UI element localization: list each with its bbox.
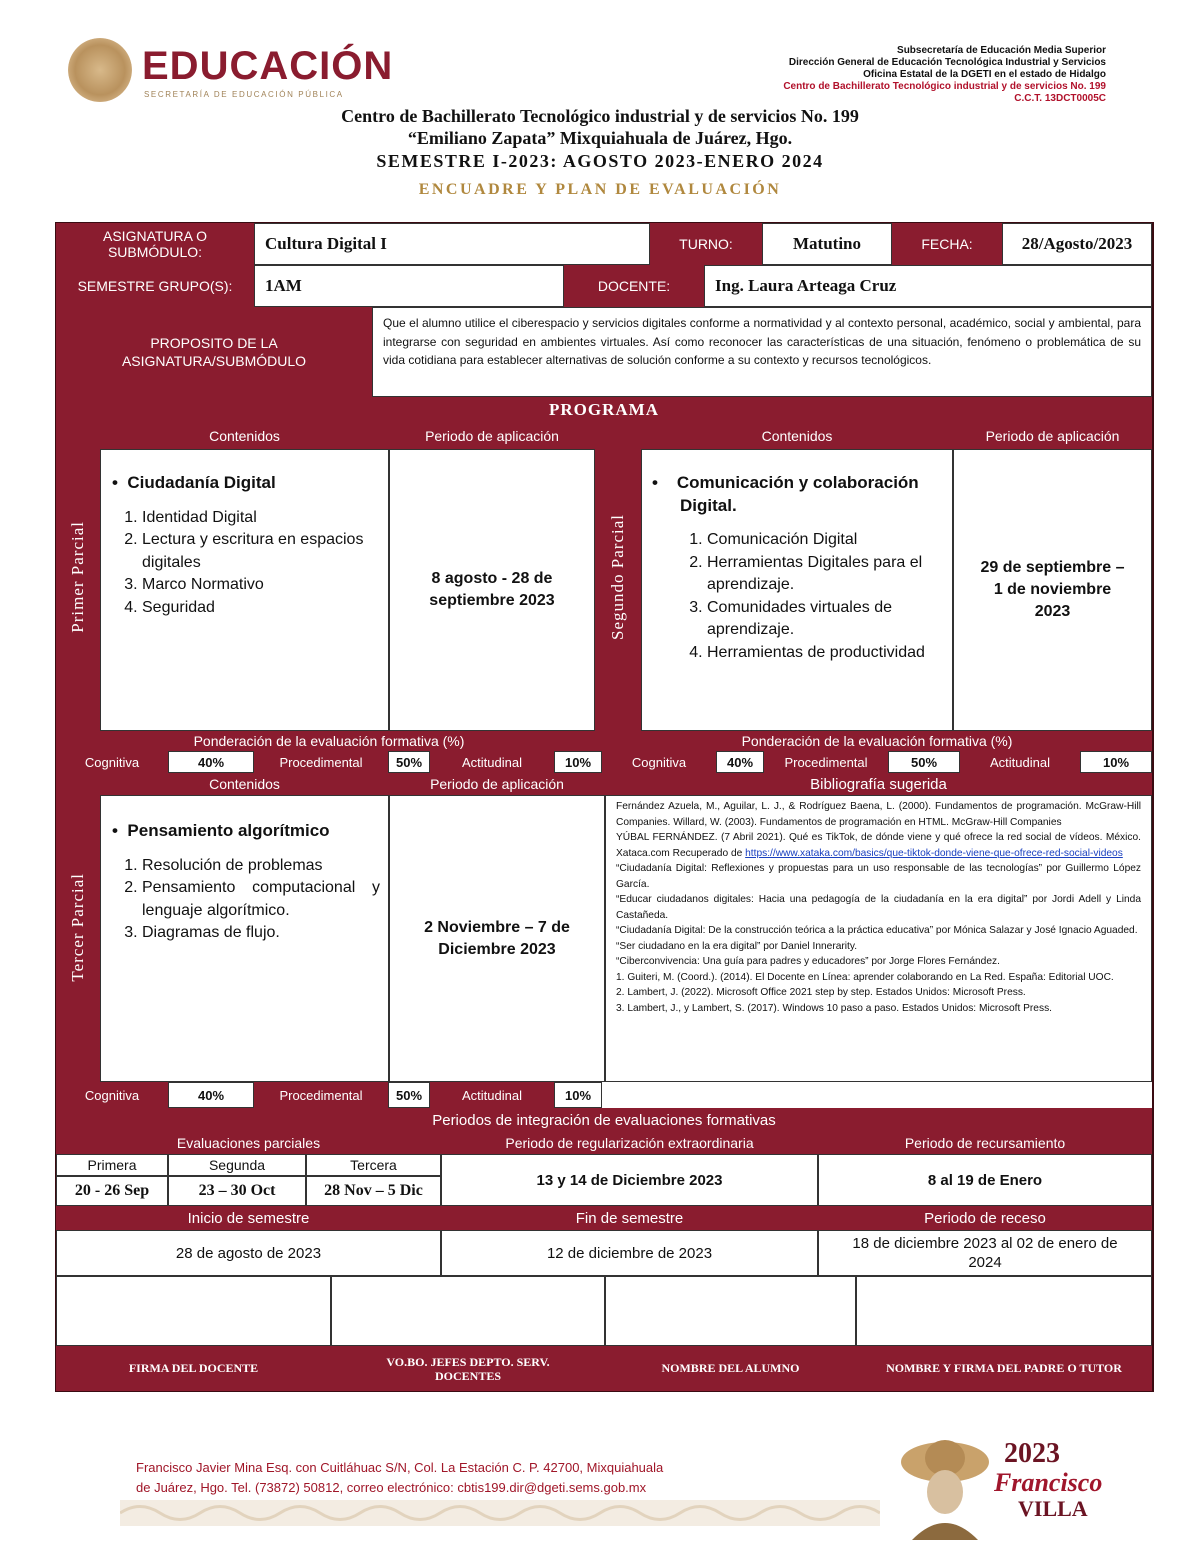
p3-procedimental-label: Procedimental (254, 1082, 388, 1108)
p1-cognitiva-value: 40% (168, 751, 254, 773)
p1-contenidos-header: Contenidos (100, 423, 389, 449)
header-line: Oficina Estatal de la DGETI en el estado de Hidalgo (863, 69, 1106, 80)
bib-entry: “Ciberconvivencia: Una guía para padres y educadores” por Jorge Flores Fernández. (616, 956, 1000, 967)
list-item: 3. Marco Normativo (142, 574, 382, 597)
p3-bullet-text: Pensamiento algorítmico (127, 821, 330, 840)
primer-parcial-label: Primer Parcial (68, 521, 87, 633)
p1-actitudinal-label: Actitudinal (430, 751, 554, 773)
proposito-text: Que el alumno utilice el ciberespacio y servicios digitales conforme a normatividad y al contexto personal, académico, social y ambiental, para integrarse con seguridad en ambientes virtuales. Así como reconocer las características de una situación, fenómeno o problemática de su vida cotidiana para establecer alternativas de solución conforme a su contexto y recursos tecnológicos. (383, 316, 1141, 367)
p2-procedimental-value: 50% (888, 751, 960, 773)
p2-contenidos-header: Contenidos (641, 423, 953, 449)
firma-docente-label: FIRMA DEL DOCENTE (56, 1346, 331, 1391)
school-line-1: Centro de Bachillerato Tecnológico industrial y de servicios No. 199 (341, 106, 859, 126)
integracion-title: Periodos de integración de evaluaciones formativas (56, 1108, 1152, 1132)
list-item: 4. Seguridad (142, 597, 382, 620)
p2-periodo: 29 de septiembre – 1 de noviembre 2023 (953, 449, 1152, 731)
p3-periodo: 2 Noviembre – 7 de Diciembre 2023 (389, 795, 605, 1082)
p3-bullet: • Pensamiento algorítmico (112, 821, 330, 840)
list-item: 3. Comunidades virtuales de aprendizaje. (707, 597, 942, 642)
firma-padre-space[interactable] (856, 1276, 1152, 1346)
list-item: 2. Lectura y escritura en espacios digitales (142, 529, 382, 574)
primera-label: Primera (56, 1154, 168, 1176)
semestre-label: SEMESTRE GRUPO(S): (56, 265, 254, 307)
p3-cognitiva-label: Cognitiva (56, 1082, 168, 1108)
fin-value: 12 de diciembre de 2023 (441, 1230, 818, 1276)
firma-jefes-space[interactable] (331, 1276, 605, 1346)
list-item: 2. Herramientas Digitales para el aprendizaje. (707, 552, 942, 597)
p1-cognitiva-label: Cognitiva (56, 751, 168, 773)
p2-periodo-header: Periodo de aplicación (953, 423, 1152, 449)
header-line: Subsecretaría de Educación Media Superior (897, 45, 1106, 56)
p2-contenidos-list (652, 472, 942, 664)
list-item: 1. Comunicación Digital (707, 529, 942, 552)
bib-entry: 3. Lambert, J., y Lambert, S. (2017). Windows 10 paso a paso. Estados Unidos: Microsoft Press. (616, 1002, 1052, 1014)
p1-periodo-header: Periodo de aplicación (389, 423, 595, 449)
bib-entry: “Ciudadanía Digital: Reflexiones y propuestas para un uso responsable de las tecnologías” por Guillermo López García. (616, 863, 1141, 890)
tercer-parcial-band (56, 773, 100, 1082)
bib-entry: “Ciudadanía Digital: De la construcción teórica a la práctica educativa” por Mónica Salazar y José Ignacio Aguaded. (616, 925, 1138, 936)
docente-label: DOCENTE: (564, 265, 704, 307)
bib-entry: “Ser ciudadano en la era digital” por Daniel Innerarity. (616, 940, 858, 952)
bib-entry: 2. Lambert, J. (2022). Microsoft Office 2021 step by step. Estados Unidos: Microsoft Press. (616, 987, 1026, 998)
list-item: 1. Identidad Digital (142, 507, 382, 530)
p1-procedimental-value: 50% (388, 751, 430, 773)
p3-contenidos-header: Contenidos (100, 773, 389, 795)
p2-actitudinal-value: 10% (1080, 751, 1152, 773)
bib-entry-text: YÚBAL FERNÁNDEZ. (7 Abril 2021). Qué es TikTok, de dónde viene y qué ofrece la red social de vídeos. México. Xataca.com Recuperado de (616, 832, 1141, 859)
p1-procedimental-label: Procedimental (254, 751, 388, 773)
firma-alumno-label: NOMBRE DEL ALUMNO (605, 1346, 856, 1391)
document-title: ENCUADRE Y PLAN DE EVALUACIÓN (418, 181, 782, 198)
villa-year: 2023 (1004, 1438, 1060, 1469)
p1-bullet: • Ciudadanía Digital (112, 473, 276, 492)
primera-value: 20 - 26 Sep (56, 1176, 168, 1206)
inicio-value: 28 de agosto de 2023 (56, 1230, 441, 1276)
footer-address (136, 1458, 663, 1498)
p1-periodo: 8 agosto - 28 de septiembre 2023 (389, 449, 595, 731)
bibliografia-list (616, 799, 1141, 1016)
logo-title: EDUCACIÓN (142, 44, 394, 88)
footer-decoration-icon (120, 1500, 880, 1526)
tercera-value: 28 Nov – 5 Dic (306, 1176, 441, 1206)
segundo-parcial-band (595, 423, 641, 731)
semestre-value: 1AM (254, 265, 564, 307)
turno-label: TURNO: (650, 223, 762, 265)
programa-title: PROGRAMA (56, 397, 1152, 423)
francisco-villa-emblem (900, 1428, 1103, 1540)
asignatura-value: Cultura Digital I (254, 223, 650, 265)
bib-link[interactable]: https://www.xataka.com/basics/que-tiktok-donde-viene-que-ofrece-red-social-videos (745, 847, 1123, 859)
p3-cognitiva-value: 40% (168, 1082, 254, 1108)
fecha-value: 28/Agosto/2023 (1002, 223, 1152, 265)
footer-line: Francisco Javier Mina Esq. con Cuitláhuac S/N, Col. La Estación C. P. 42700, Mixquiahuala (136, 1460, 664, 1475)
firma-alumno-space[interactable] (605, 1276, 856, 1346)
p2-cognitiva-label: Cognitiva (602, 751, 716, 773)
bib-entry: Fernández Azuela, M., Aguilar, L. J., & Rodríguez Baena, L. (2000). Fundamentos de programación. McGraw-Hill Companies. Willard, W. (2003). Fundamentos de programación en HTML. McGraw-Hill Companies (616, 801, 1141, 828)
p3-contenidos-list (112, 820, 380, 945)
list-item: 4. Herramientas de productividad (707, 642, 942, 665)
logo-subtitle: SECRETARÍA DE EDUCACIÓN PÚBLICA (144, 90, 344, 99)
p3-actitudinal-value: 10% (554, 1082, 602, 1108)
p1-bullet-text: Ciudadanía Digital (127, 473, 276, 492)
titles (0, 106, 1200, 199)
school-line-2: “Emiliano Zapata” Mixquiahuala de Juárez, Hgo. (407, 128, 793, 148)
villa-name-2: VILLA (1018, 1496, 1088, 1521)
header-line: Centro de Bachillerato Tecnológico industrial y de servicios No. 199 (783, 81, 1106, 92)
regularizacion-label: Periodo de regularización extraordinaria (441, 1132, 818, 1154)
villa-portrait-icon (900, 1428, 990, 1540)
p2-actitudinal-label: Actitudinal (960, 751, 1080, 773)
fecha-label: FECHA: (892, 223, 1002, 265)
p2-bullet: • Comunicación y colaboración Digital. (652, 473, 919, 515)
firma-docente-space[interactable] (56, 1276, 331, 1346)
recursamiento-value: 8 al 19 de Enero (818, 1154, 1152, 1206)
villa-name-1: Francisco (994, 1468, 1103, 1497)
list-item: 3. Diagramas de flujo. (142, 922, 380, 945)
segunda-label: Segunda (168, 1154, 306, 1176)
segunda-value: 23 – 30 Oct (168, 1176, 306, 1206)
p3-periodo-header: Periodo de aplicación (389, 773, 605, 795)
tercer-parcial-label: Tercer Parcial (68, 873, 87, 982)
docente-value: Ing. Laura Arteaga Cruz (704, 265, 1152, 307)
bib-entry: 1. Guiteri, M. (Coord.). (2014). El Docente en Línea: aprender colaborando en La Red. España: Editorial UOC. (616, 971, 1114, 983)
header-line: C.C.T. 13DCT0005C (1014, 93, 1106, 104)
p2-bullet-text: Comunicación y colaboración Digital. (676, 473, 919, 515)
primer-parcial-band (56, 423, 100, 731)
tercera-label: Tercera (306, 1154, 441, 1176)
fin-label: Fin de semestre (441, 1206, 818, 1230)
header-line: Dirección General de Educación Tecnológica Industrial y Servicios (788, 57, 1106, 68)
segundo-parcial-label: Segundo Parcial (608, 514, 627, 640)
semester-line: SEMESTRE I-2023: AGOSTO 2023-ENERO 2024 (376, 151, 824, 171)
bib-entry: “Educar ciudadanos digitales: Hacia una pedagogía de la ciudadanía en la era digital” por Jordi Adell y Linda Castañeda. (616, 894, 1141, 921)
firma-padre-label: NOMBRE Y FIRMA DEL PADRE O TUTOR (856, 1346, 1152, 1391)
footer-line: de Juárez, Hgo. Tel. (73872) 50812, correo electrónico: cbtis199.dir@dgeti.sems.gob.mx (136, 1480, 647, 1495)
asignatura-label: ASIGNATURA O SUBMÓDULO: (56, 223, 254, 265)
turno-value: Matutino (762, 223, 892, 265)
list-item: 1. Resolución de problemas (142, 855, 380, 878)
bibliografia-title: Bibliografía sugerida (605, 773, 1152, 795)
recursamiento-label: Periodo de recursamiento (818, 1132, 1152, 1154)
list-item: 2. Pensamiento computacional y lenguaje algorítmico. (142, 877, 380, 922)
p2-ponderacion-title: Ponderación de la evaluación formativa (%) (602, 731, 1152, 751)
p1-contenidos-list (112, 472, 382, 619)
proposito-box (372, 307, 1152, 397)
receso-value: 18 de diciembre 2023 al 02 de enero de 2024 (818, 1230, 1152, 1276)
regularizacion-value: 13 y 14 de Diciembre 2023 (441, 1154, 818, 1206)
p1-actitudinal-value: 10% (554, 751, 602, 773)
proposito-label: PROPOSITO DE LA ASIGNATURA/SUBMÓDULO (56, 307, 372, 397)
p2-cognitiva-value: 40% (716, 751, 764, 773)
p3-actitudinal-label: Actitudinal (430, 1082, 554, 1108)
mexico-seal-icon (68, 38, 132, 102)
parciales-label: Evaluaciones parciales (56, 1132, 441, 1154)
bibliografia-cell (605, 795, 1152, 1082)
firma-jefes-label: VO.BO. JEFES DEPTO. SERV. DOCENTES (331, 1346, 605, 1391)
p1-ponderacion-title: Ponderación de la evaluación formativa (%) (56, 731, 602, 751)
header-right (783, 45, 1106, 105)
p3-procedimental-value: 50% (388, 1082, 430, 1108)
receso-label: Periodo de receso (818, 1206, 1152, 1230)
bib-entry (616, 830, 1141, 861)
inicio-label: Inicio de semestre (56, 1206, 441, 1230)
p2-procedimental-label: Procedimental (764, 751, 888, 773)
